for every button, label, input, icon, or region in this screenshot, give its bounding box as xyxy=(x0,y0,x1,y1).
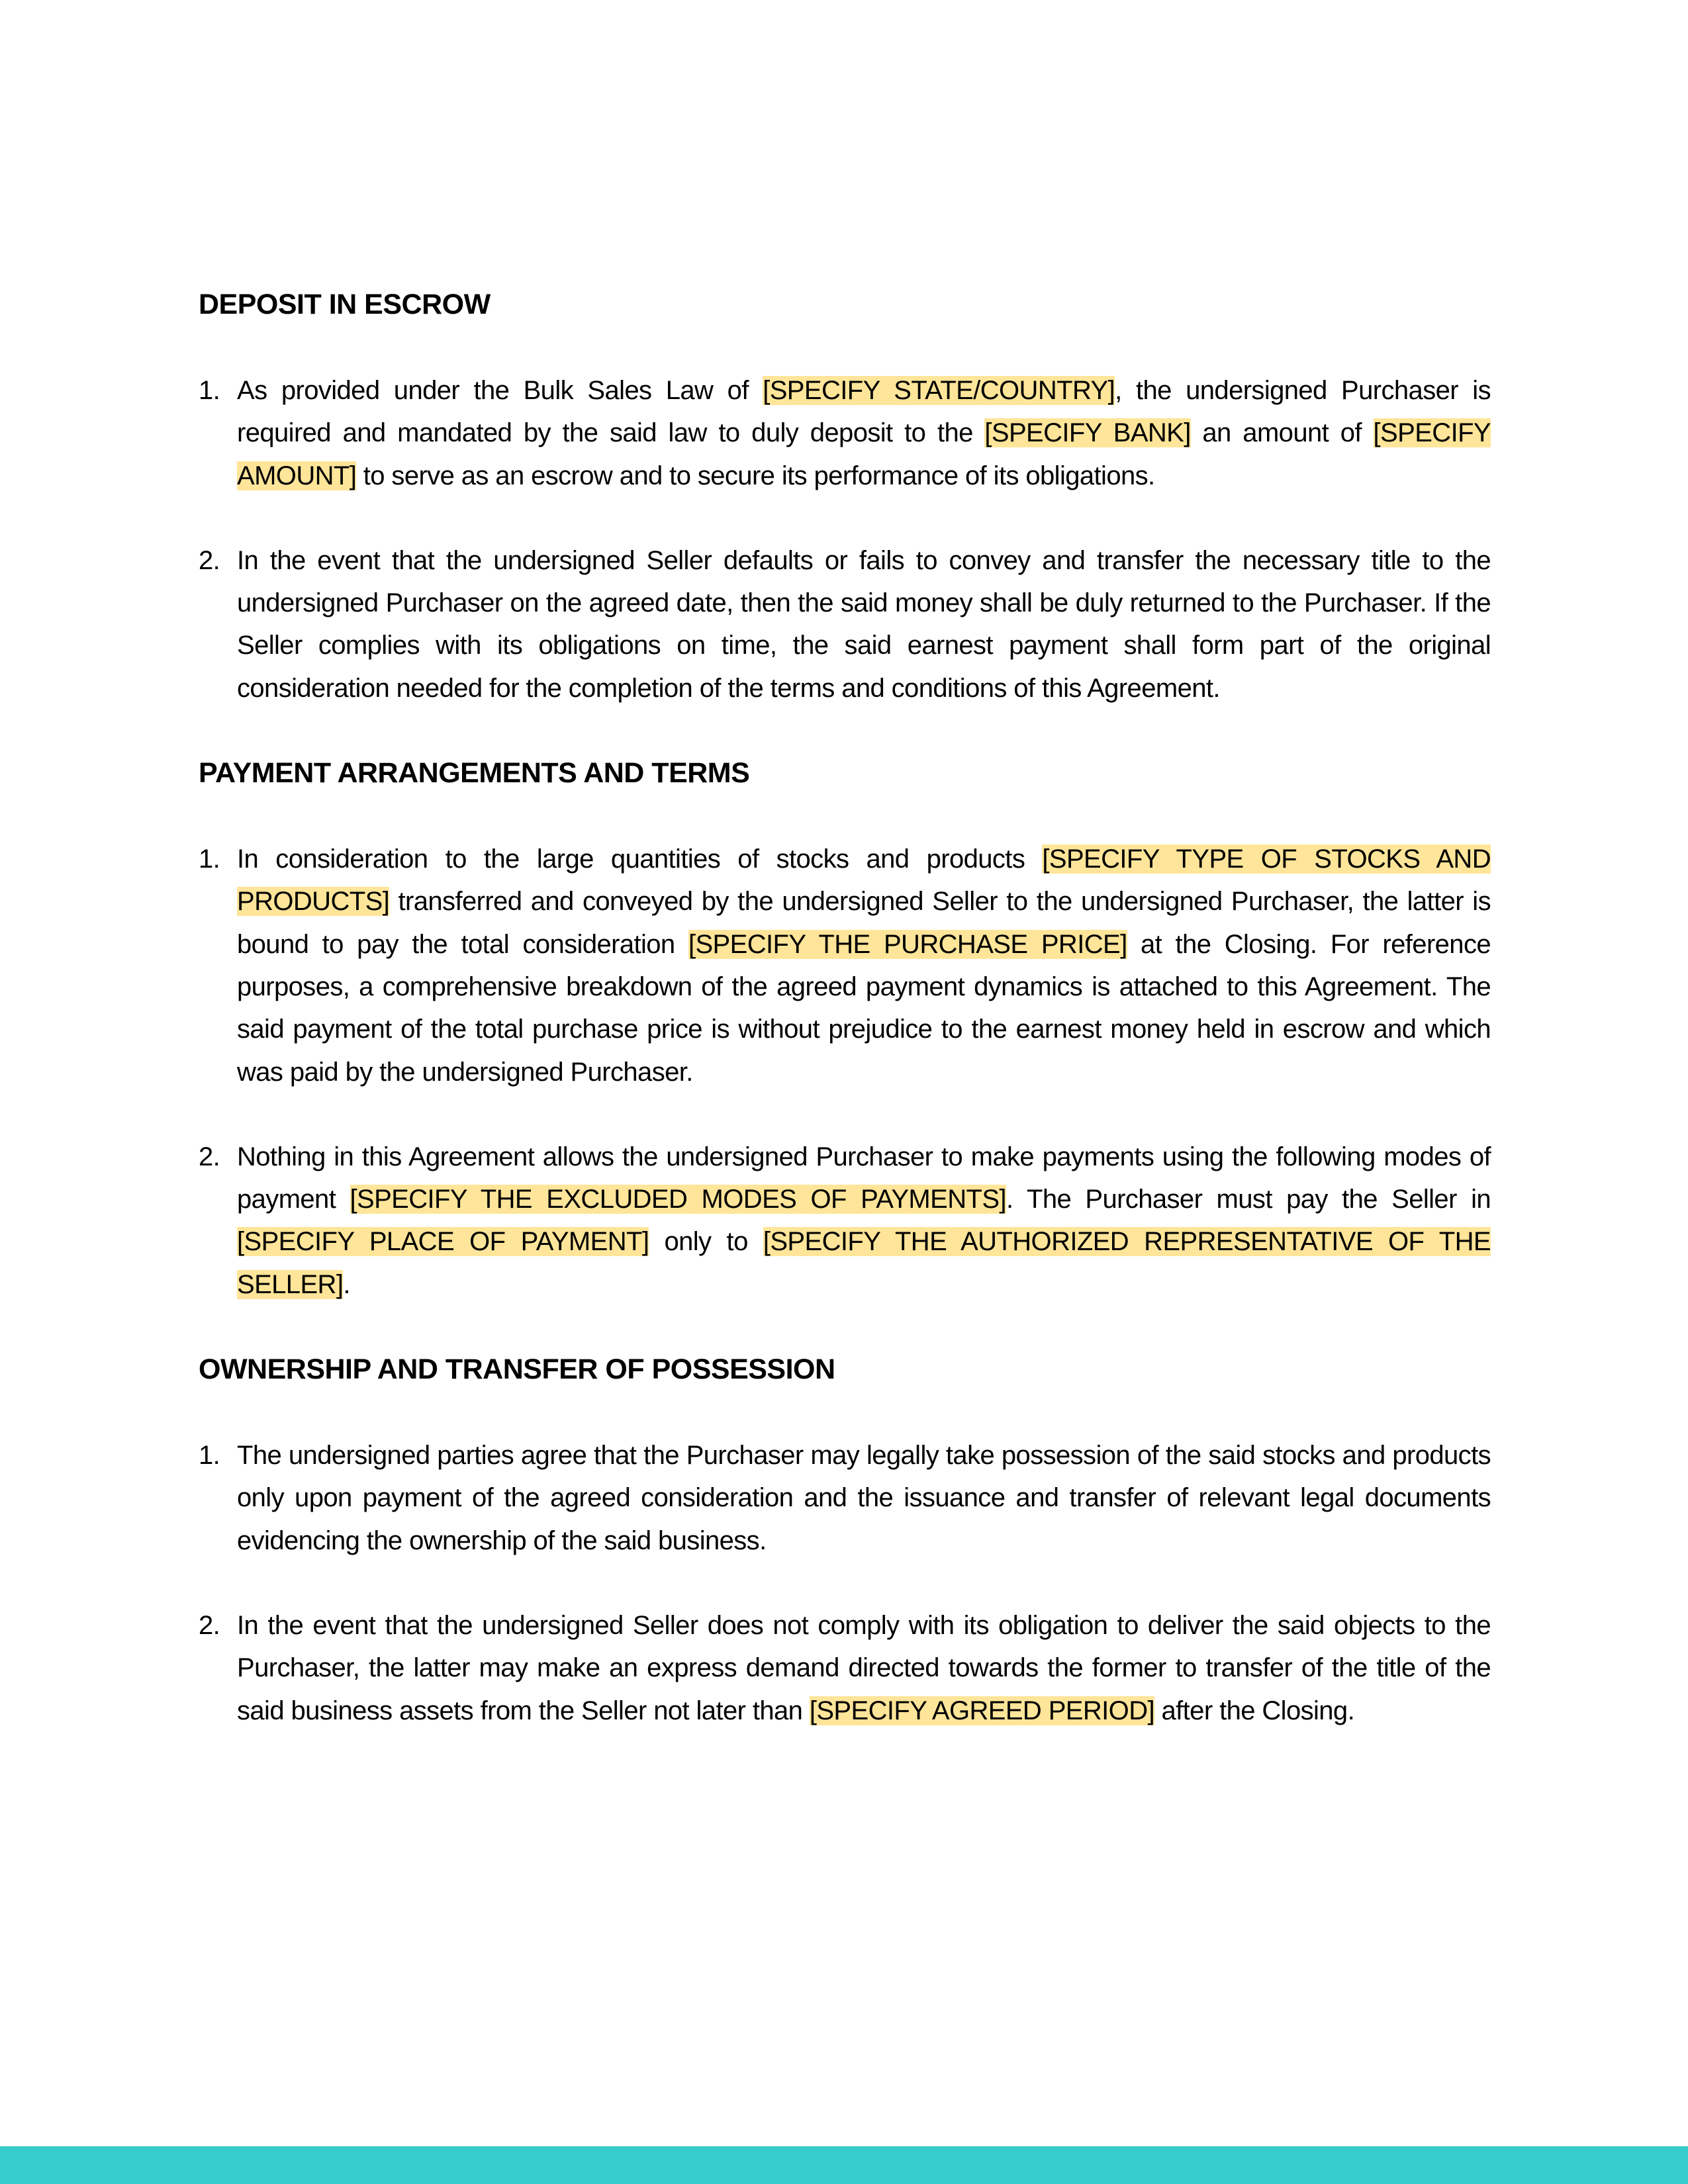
placeholder-field[interactable]: [SPECIFY TYPE OF STOCKS AND PRODUCTS] xyxy=(237,844,1491,917)
clause-item xyxy=(199,1604,1491,1732)
text-segment: transferred and conveyed by the undersigned Seller to the undersigned Purchaser, the latter is bound to pay the total consideration xyxy=(237,887,1491,959)
document-page xyxy=(199,283,1491,1774)
text-segment: Nothing in this Agreement allows the undersigned Purchaser to make payments using the following modes of payment xyxy=(237,1142,1491,1214)
section-payment-arrangements xyxy=(199,752,1491,1306)
clause-item xyxy=(199,838,1491,1093)
placeholder-field[interactable]: [SPECIFY THE AUTHORIZED REPRESENTATIVE OF THE SELLER] xyxy=(237,1227,1491,1299)
section-heading: PAYMENT ARRANGEMENTS AND TERMS xyxy=(199,757,750,790)
text-segment: In consideration to the large quantities of stocks and products xyxy=(237,844,1043,874)
clause-item xyxy=(199,539,1491,709)
clause-number: 1. xyxy=(199,376,220,405)
clause-item xyxy=(199,369,1491,497)
text-segment: In the event that the undersigned Seller defaults or fails to convey and transfer the necessary title to the undersigned Purchaser on the agreed date, then the said money shall be duly returned to the Purchaser. If the Seller complies with its obligations on time, the said earnest payment shall form part of the original consideration needed for the completion of the terms and conditions of this Agreement. xyxy=(237,545,1491,703)
clause-list xyxy=(199,1434,1491,1732)
text-segment: an amount of xyxy=(1190,418,1374,448)
footer-accent-bar xyxy=(0,2146,1688,2184)
text-segment: to serve as an escrow and to secure its performance of its obligations. xyxy=(356,461,1155,490)
clause-item xyxy=(199,1136,1491,1306)
text-segment: In the event that the undersigned Seller does not comply with its obligation to deliver the said objects to the Purchaser, the latter may make an express demand directed towards the former to transfer of the title of the said business assets from the Seller not later than xyxy=(237,1610,1491,1725)
text-segment: only to xyxy=(649,1227,763,1257)
text-segment: The undersigned parties agree that the Purchaser may legally take possession of the said stocks and products only upon payment of the agreed consideration and the issuance and transfer of relevant legal documents evidencing the ownership of the said business. xyxy=(237,1441,1491,1555)
clause-number: 2. xyxy=(199,545,220,575)
clause-number: 1. xyxy=(199,844,220,874)
clause-text xyxy=(237,1142,1491,1299)
clause-number: 1. xyxy=(199,1441,220,1471)
placeholder-field[interactable]: [SPECIFY AMOUNT] xyxy=(237,418,1491,490)
section-heading: OWNERSHIP AND TRANSFER OF POSSESSION xyxy=(199,1353,835,1386)
clause-text xyxy=(237,546,1491,703)
clause-text xyxy=(237,844,1491,1086)
placeholder-field[interactable]: [SPECIFY AGREED PERIOD] xyxy=(809,1696,1154,1725)
text-segment: , the undersigned Purchaser is required and mandated by the said law to duly deposit to the xyxy=(237,376,1491,448)
placeholder-field[interactable]: [SPECIFY PLACE OF PAYMENT] xyxy=(237,1227,649,1257)
text-segment: . xyxy=(343,1269,350,1299)
clause-text xyxy=(237,1611,1491,1725)
clause-list xyxy=(199,838,1491,1306)
section-deposit-in-escrow xyxy=(199,283,1491,709)
text-segment: As provided under the Bulk Sales Law of xyxy=(237,376,763,405)
clause-text xyxy=(237,1441,1491,1555)
placeholder-field[interactable]: [SPECIFY THE EXCLUDED MODES OF PAYMENTS] xyxy=(350,1185,1006,1214)
text-segment: at the Closing. For reference purposes, a comprehensive breakdown of the agreed payment dynamics is attached to this Agreement. The said payment of the total purchase price is without prejudice to the earnest money held in escrow and which was paid by the undersigned Purchaser. xyxy=(237,929,1491,1087)
placeholder-field[interactable]: [SPECIFY STATE/COUNTRY] xyxy=(763,376,1115,405)
section-ownership-transfer xyxy=(199,1348,1491,1732)
text-segment: after the Closing. xyxy=(1154,1696,1355,1725)
text-segment: . The Purchaser must pay the Seller in xyxy=(1006,1185,1491,1214)
clause-number: 2. xyxy=(199,1610,220,1640)
clause-item xyxy=(199,1434,1491,1562)
clause-text xyxy=(237,376,1491,490)
placeholder-field[interactable]: [SPECIFY BANK] xyxy=(984,418,1191,448)
section-heading: DEPOSIT IN ESCROW xyxy=(199,289,491,320)
clause-number: 2. xyxy=(199,1142,220,1171)
placeholder-field[interactable]: [SPECIFY THE PURCHASE PRICE] xyxy=(688,929,1127,959)
clause-list xyxy=(199,369,1491,709)
